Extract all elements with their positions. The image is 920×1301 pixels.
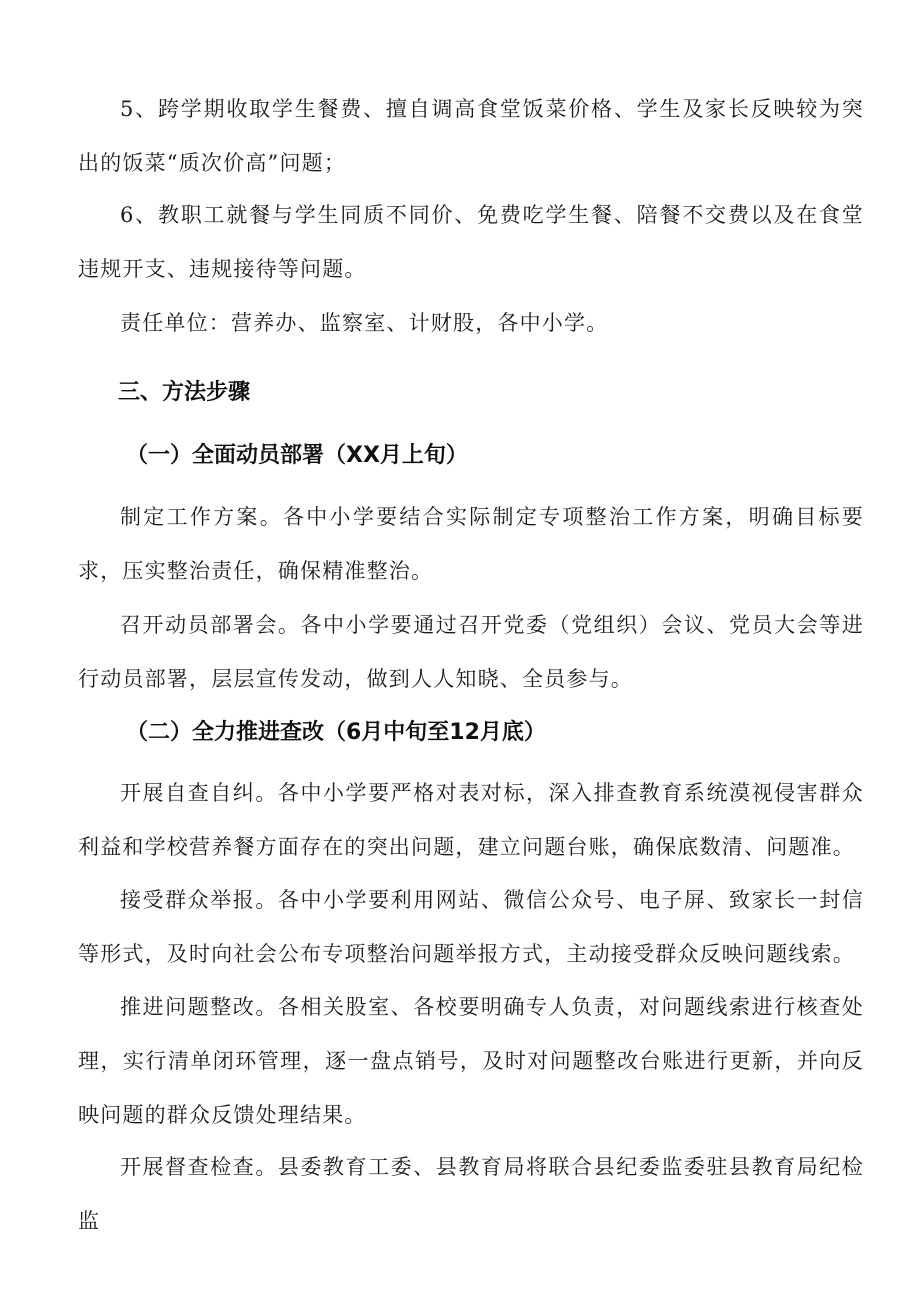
paragraph-supervision: 开展督查检查。县委教育工委、县教育局将联合县纪委监委驻县教育局纪检监	[78, 1155, 864, 1233]
paragraph-work-plan: 制定工作方案。各中小学要结合实际制定专项整治工作方案，明确目标要求，压实整治责任，确保精准整治。	[78, 505, 864, 583]
paragraph-public-reports: 接受群众举报。各中小学要利用网站、微信公众号、电子屏、致家长一封信等形式，及时向社会公布专项整治问题举报方式，主动接受群众反映问题线索。	[78, 888, 864, 966]
paragraph-rectification-progress: 推进问题整改。各相关股室、各校要明确专人负责，对问题线索进行核查处理，实行清单闭环管理，逐一盘点销号，及时对问题整改台账进行更新，并向反映问题的群众反馈处理结果。	[78, 995, 864, 1127]
paragraph-item-6: 6、教职工就餐与学生同质不同价、免费吃学生餐、陪餐不交费以及在食堂违规开支、违规接待等问题。	[78, 203, 864, 281]
subheading-rectification: （二）全力推进查改（6月中旬至12月底）	[126, 720, 546, 745]
section-heading-methods: 三、方法步骤	[118, 380, 251, 405]
paragraph-mobilization-meeting: 召开动员部署会。各中小学要通过召开党委（党组织）会议、党员大会等进行动员部署，层层宣传发动，做到人人知晓、全员参与。	[78, 613, 864, 691]
subheading-mobilization: （一）全面动员部署（XX月上旬）	[126, 443, 468, 468]
paragraph-self-inspection: 开展自查自纠。各中小学要严格对表对标，深入排查教育系统漠视侵害群众利益和学校营养餐方面存在的突出问题，建立问题台账，确保底数清、问题准。	[78, 781, 864, 859]
paragraph-item-5: 5、跨学期收取学生餐费、擅自调高食堂饭菜价格、学生及家长反映较为突出的饭菜“质次价高”问题；	[78, 97, 864, 175]
paragraph-responsible-units: 责任单位：营养办、监察室、计财股，各中小学。	[120, 311, 609, 335]
